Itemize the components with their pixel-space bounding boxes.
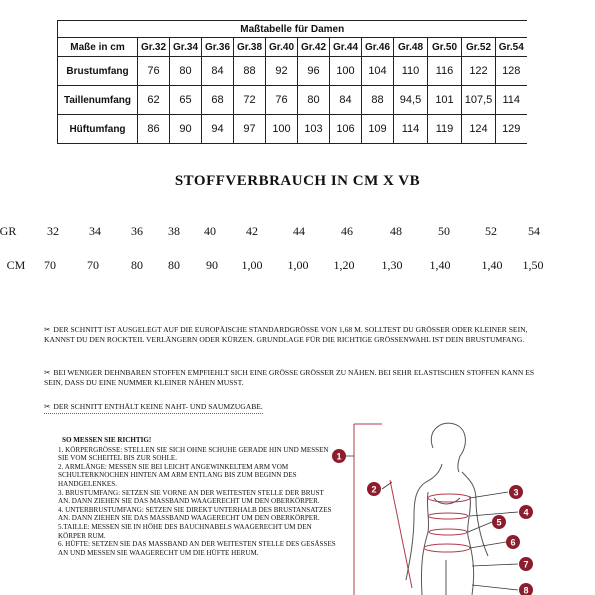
marker-number: 1 <box>336 451 342 462</box>
size-header: Gr.42 <box>298 38 330 57</box>
table-cell: 65 <box>170 86 202 115</box>
leader-lines <box>332 456 518 590</box>
table-cell: 80 <box>298 86 330 115</box>
guide-item: 5.TAILLE: MESSEN SIE IN HÖHE DES BAUCHNABELS WAAGERECHT UM DEN KÖRPER RUM. <box>58 522 312 540</box>
measure-lines <box>354 424 412 595</box>
table-cell: 80 <box>170 57 202 86</box>
note-fabric-stretch <box>44 368 544 387</box>
marker-4 <box>519 505 533 519</box>
table-cell: 109 <box>362 115 394 144</box>
guide-item: 6. HÜFTE: SETZEN SIE DAS MASSBAND AN DER WEITESTEN STELLE DES GESÄSSES AN UND MESSEN SIE WAAGERECHT UM DIE HÜFTE HERUM. <box>58 540 336 557</box>
fabric-gr-label: GR <box>0 224 17 238</box>
fabric-cm-value: 1,50 <box>522 258 544 272</box>
marker-3 <box>509 485 523 499</box>
table-cell: 97 <box>234 115 266 144</box>
guide-item: 1. KÖRPERGRÖSSE: STELLEN SIE SICH OHNE SCHUHE GERADE HIN UND MESSEN SIE VOM SCHEITEL BIS ZUR SOHLE. <box>58 445 329 463</box>
fabric-gr-value: 32 <box>47 224 59 238</box>
table-cell: 129 <box>496 115 527 144</box>
scissors-icon: ✂ <box>44 325 51 334</box>
waist-band <box>429 529 467 535</box>
table-row <box>58 115 527 144</box>
table-cell: 88 <box>234 57 266 86</box>
size-header: Gr.46 <box>362 38 394 57</box>
fabric-gr-value: 52 <box>485 224 497 238</box>
marker-1 <box>332 449 346 463</box>
leader-line <box>472 585 518 590</box>
marker-number: 4 <box>523 507 529 518</box>
scissors-icon: ✂ <box>44 368 51 377</box>
leader-line <box>470 542 506 548</box>
table-cell: 76 <box>266 86 298 115</box>
fabric-cm-value: 80 <box>131 258 143 272</box>
table-cell: 110 <box>394 57 428 86</box>
size-header: Gr.40 <box>266 38 298 57</box>
hip-band <box>424 544 470 552</box>
row-label: Hüftumfang <box>58 115 138 144</box>
note-text: BEI WENIGER DEHNBAREN STOFFEN EMPFIEHLT SICH EINE GRÖSSE GRÖSSER ZU NÄHEN. BEI SEHR ELASTISCHEN STOFFEN KANN ES SEIN, DASS DU EINE NUMMER KLEINER NÄHEN MUSST. <box>44 368 535 387</box>
guide-item: 3. BRUSTUMFANG: SETZEN SIE VORNE AN DER WEITESTEN STELLE DER BRUST AN. DANN ZIEHEN SIE DAS MASSBAND WAAGERECHT UM DEN OBERKÖRPER. <box>58 488 324 506</box>
fabric-cm-label: CM <box>6 258 26 272</box>
table-cell: 88 <box>362 86 394 115</box>
table-cell: 107,5 <box>462 86 496 115</box>
fabric-cm-value: 70 <box>87 258 99 272</box>
table-cell: 122 <box>462 57 496 86</box>
table-row <box>58 57 527 86</box>
number-markers <box>332 449 533 595</box>
table-cell: 92 <box>266 57 298 86</box>
table-cell: 124 <box>462 115 496 144</box>
fabric-cm-row <box>0 258 595 274</box>
fabric-cm-value: 90 <box>206 258 218 272</box>
measuring-guide <box>58 436 336 557</box>
marker-8 <box>519 583 533 595</box>
leader-line <box>382 482 392 489</box>
note-text: DER SCHNITT IST AUSGELEGT AUF DIE EUROPÄISCHE STANDARDGRÖSSE VON 1,68 M. SOLLTEST DU GRÖSSER ODER KLEINER SEIN, KANNST DU DEN ROCKTEIL VERLÄNGERN ODER KÜRZEN. GRUNDLAGE FÜR DIE RICHTIGE GRÖSSENWAHL IST DEIN BRUSTUMFANG. <box>44 325 528 344</box>
size-header: Gr.48 <box>394 38 428 57</box>
marker-number: 7 <box>523 559 529 570</box>
figure-head <box>431 423 465 472</box>
table-cell: 76 <box>138 57 170 86</box>
table-cell: 104 <box>362 57 394 86</box>
female-figure <box>406 423 488 595</box>
fabric-gr-value: 54 <box>528 224 540 238</box>
table-cell: 106 <box>330 115 362 144</box>
figure-right-side <box>468 496 474 595</box>
table-cell: 128 <box>496 57 527 86</box>
size-header: Gr.32 <box>138 38 170 57</box>
measure-bands <box>424 494 470 552</box>
table-cell: 62 <box>138 86 170 115</box>
marker-5 <box>492 515 506 529</box>
fabric-gr-value: 42 <box>246 224 258 238</box>
table-cell: 72 <box>234 86 266 115</box>
table-cell: 101 <box>428 86 462 115</box>
marker-number: 6 <box>510 537 516 548</box>
table-cell: 103 <box>298 115 330 144</box>
size-header: Gr.52 <box>462 38 496 57</box>
note-seam-allowance <box>44 402 544 414</box>
guide-title: SO MESSEN SIE RICHTIG! <box>62 436 152 444</box>
size-table-header-row <box>58 38 527 57</box>
table-cell: 119 <box>428 115 462 144</box>
fabric-gr-value: 38 <box>168 224 180 238</box>
fabric-gr-value: 46 <box>341 224 353 238</box>
table-cell: 94 <box>202 115 234 144</box>
table-cell: 100 <box>330 57 362 86</box>
fabric-cm-value: 1,00 <box>287 258 309 272</box>
size-table <box>57 20 527 144</box>
fabric-gr-value: 36 <box>131 224 143 238</box>
size-header: Gr.36 <box>202 38 234 57</box>
size-header: Gr.50 <box>428 38 462 57</box>
fabric-cm-value: 80 <box>168 258 180 272</box>
row-label: Taillenumfang <box>58 86 138 115</box>
table-cell: 94,5 <box>394 86 428 115</box>
fabric-cm-value: 1,30 <box>381 258 403 272</box>
marker-6 <box>506 535 520 549</box>
size-header: Gr.38 <box>234 38 266 57</box>
fabric-gr-value: 40 <box>204 224 216 238</box>
marker-2 <box>367 482 381 496</box>
fabric-cm-value: 1,20 <box>333 258 355 272</box>
table-cell: 114 <box>496 86 527 115</box>
size-header: Gr.54 <box>496 38 527 57</box>
fabric-gr-value: 48 <box>390 224 402 238</box>
size-header: Gr.34 <box>170 38 202 57</box>
marker-number: 2 <box>371 484 377 495</box>
marker-7 <box>519 557 533 571</box>
table-cell: 114 <box>394 115 428 144</box>
fabric-cm-value: 1,40 <box>429 258 451 272</box>
underbust-band <box>428 513 468 519</box>
table-cell: 116 <box>428 57 462 86</box>
size-table-title: Maßtabelle für Damen <box>58 21 527 38</box>
arm-measure-line <box>390 480 412 588</box>
table-cell: 68 <box>202 86 234 115</box>
table-cell: 84 <box>330 86 362 115</box>
table-row <box>58 86 527 115</box>
guide-item: 2. ARMLÄNGE: MESSEN SIE BEI LEICHT ANGEWINKELTEM ARM VOM SCHULTERKNOCHEN HINTEN AM ARM ENTLANG BIS ZUM BEGINN DES HANDGELENKES. <box>58 462 297 488</box>
figure-left-arm <box>406 464 442 580</box>
row-label: Brustumfang <box>58 57 138 86</box>
body-measurement-figure <box>330 420 595 595</box>
note-body-height <box>44 325 544 344</box>
fabric-cm-value: 1,40 <box>481 258 503 272</box>
fabric-gr-row <box>0 224 595 240</box>
table-cell: 100 <box>266 115 298 144</box>
table-cell: 90 <box>170 115 202 144</box>
guide-item: 4. UNTERBRUSTUMFANG: SETZEN SIE DIREKT UNTERHALB DES BRUSTANSATZES AN. DANN ZIEHEN SIE DAS MASSBAND WAAGERECHT UM DEN OBERKÖRPER. <box>58 505 332 523</box>
fabric-cm-value: 70 <box>44 258 56 272</box>
fabric-gr-value: 50 <box>438 224 450 238</box>
scissors-icon: ✂ <box>44 402 51 411</box>
table-cell: 86 <box>138 115 170 144</box>
note-text: DER SCHNITT ENTHÄLT KEINE NAHT- UND SAUMZUGABE. <box>53 402 263 411</box>
leader-line <box>472 564 518 566</box>
marker-number: 8 <box>523 585 529 595</box>
marker-number: 3 <box>513 487 519 498</box>
table-cell: 84 <box>202 57 234 86</box>
fabric-cm-value: 1,00 <box>241 258 263 272</box>
figure-left-side <box>421 492 428 595</box>
size-table-header-label: Maße in cm <box>58 38 138 57</box>
fabric-title: STOFFVERBRAUCH IN CM X VB <box>174 173 421 189</box>
table-cell: 96 <box>298 57 330 86</box>
marker-number: 5 <box>496 517 502 528</box>
fabric-gr-value: 34 <box>89 224 101 238</box>
size-header: Gr.44 <box>330 38 362 57</box>
fabric-gr-value: 44 <box>293 224 305 238</box>
